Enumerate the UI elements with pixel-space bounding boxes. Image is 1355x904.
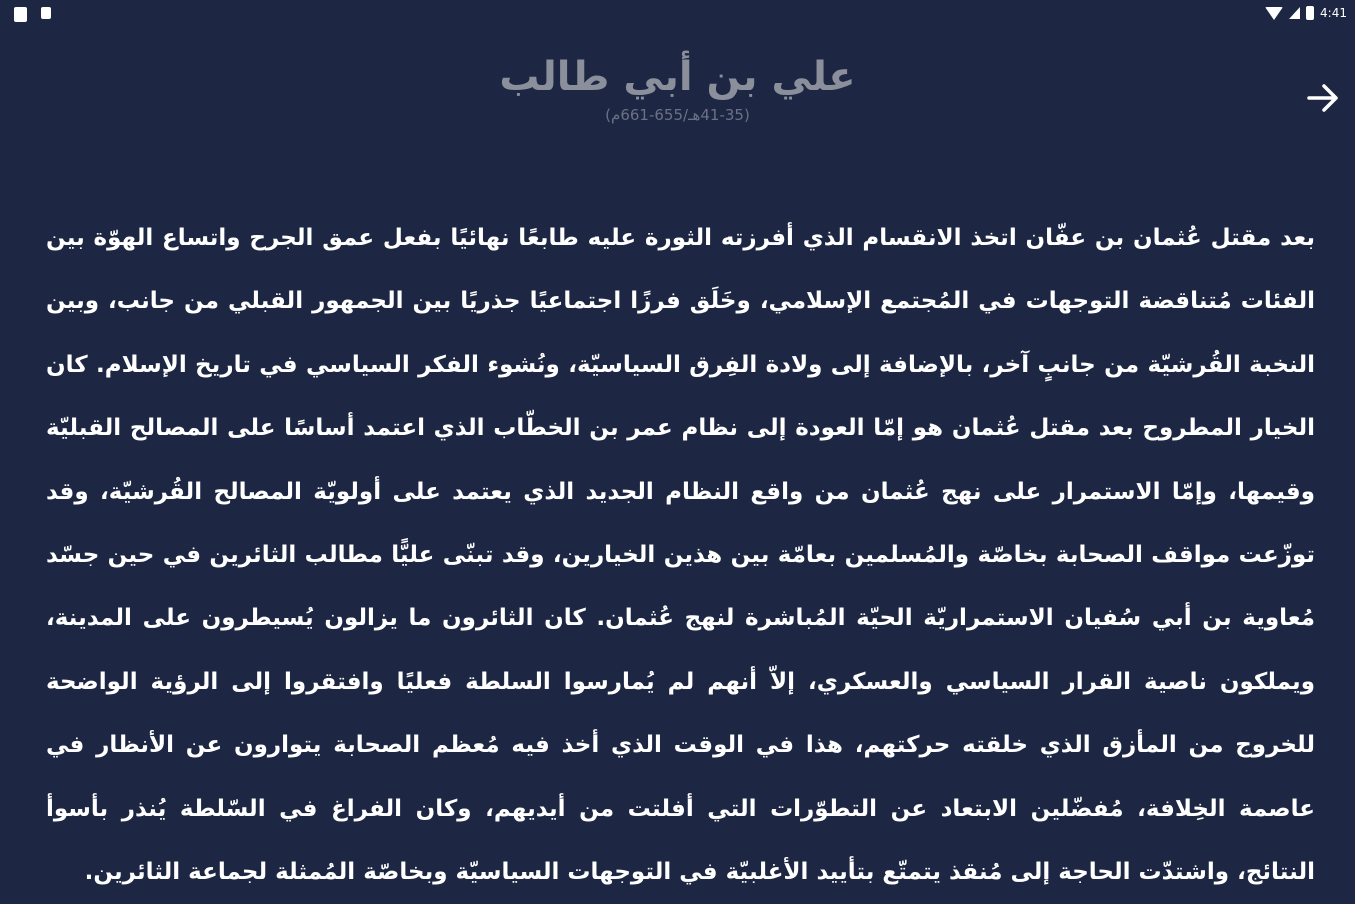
page-subtitle-dates: (41-35هـ/655-661م) bbox=[605, 106, 750, 124]
article-body: بعد مقتل عُثمان بن عفّان اتخذ الانقسام الذي أفرزته الثورة عليه طابعًا نهائيًا بفعل عمق الجرح واتساع الهوّة بين الفئات مُتناقضة التوجهات في المُجتمع الإسلامي، وخَلَق فرزًا اجتماعيًا جذريًا بين الجمهور القبلي من جانب، وبين النخبة القُرشيّة من جانبٍ آخر، بالإضافة إلى ولادة الفِرق السياسيّة، ونُشوء الفكر السياسي في تاريخ الإسلام. كان الخيار المطروح بعد مقتل عُثمان هو إمّا العودة إلى نظام عمر بن الخطّاب الذي اعتمد أساسًا على المصالح القبليّة وقيمها، وإمّا الاستمرار على نهج عُثمان من واقع النظام الجديد الذي يعتمد على أولويّة المصالح القُرشيّة، وقد توزّعت مواقف الصحابة بخاصّة والمُسلمين بعامّة بين هذين الخيارين، وقد تبنّى عليًّا مطالب الثائرين في حين جسّد مُعاوية بن أبي سُفيان الاستمراريّة الحيّة المُباشرة لنهج عُثمان. كان الثائرون ما يزالون يُسيطرون على المدينة، ويملكون ناصية القرار السياسي والعسكري، إلاّ أنهم لم يُمارسوا السلطة فعليًا وافتقروا إلى الرؤية الواضحة للخروج من المأزق الذي خلقته حركتهم، هذا في الوقت الذي أخذ فيه مُعظم الصحابة يتوارون عن الأنظار في عاصمة الخِلافة، مُفضّلين الابتعاد عن التطوّرات التي أفلتت من أيديهم، وكان الفراغ في السّلطة يُنذر بأسوأ النتائج، واشتدّت الحاجة إلى مُنقذ يتمتّع بتأييد الأغلبيّة في التوجهات السياسيّة وبخاصّة المُمثلة لجماعة الثائرين. bbox=[46, 225, 1315, 886]
signal-icon bbox=[1289, 7, 1300, 19]
battery-icon bbox=[1306, 6, 1314, 20]
notification-icon bbox=[14, 7, 27, 22]
status-system bbox=[1265, 6, 1347, 20]
wifi-icon bbox=[1265, 7, 1283, 20]
page-title: علي بن أبي طالب bbox=[499, 54, 856, 100]
status-notifications bbox=[14, 7, 51, 22]
status-bar bbox=[0, 0, 1355, 30]
status-time: 4:41 bbox=[1320, 6, 1347, 20]
article-header bbox=[0, 50, 1355, 124]
sd-card-icon bbox=[41, 7, 51, 19]
